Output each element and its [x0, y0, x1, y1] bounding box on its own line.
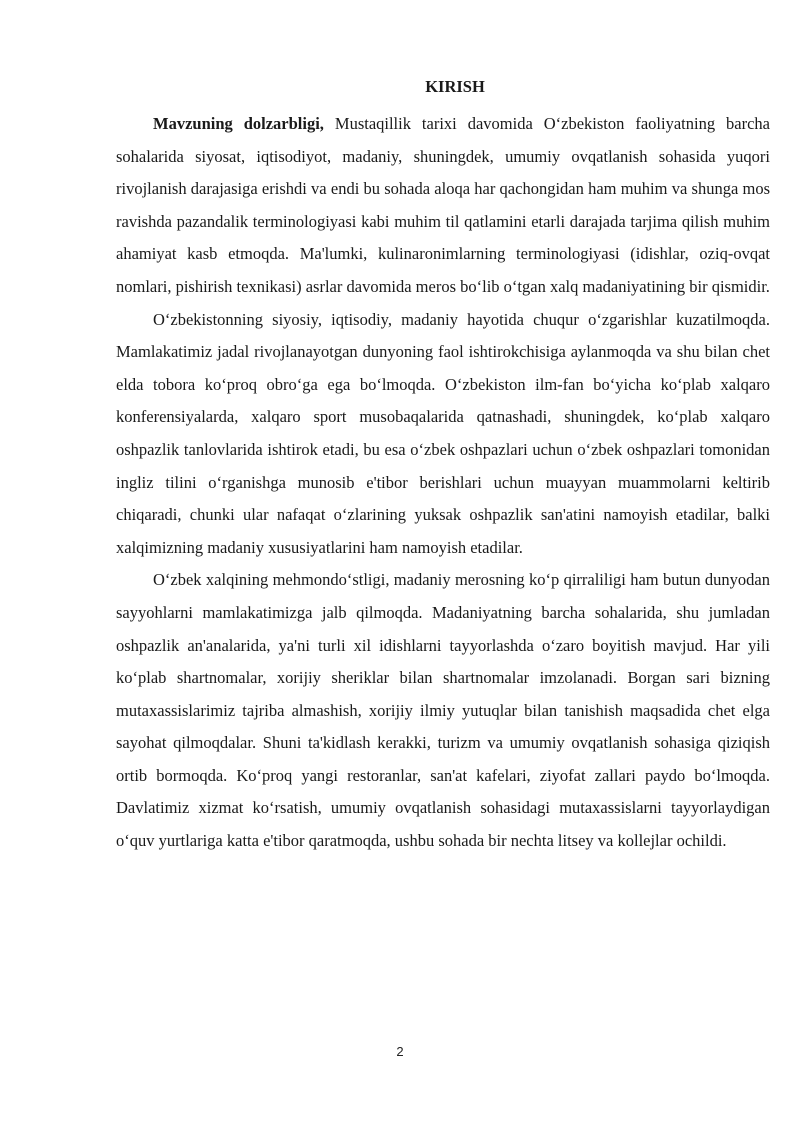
paragraph-text: Mustaqillik tarixi davomida O‘zbekiston faoliyatning barcha sohalarida siyosat, iqtisodiyot, madaniy, shuningdek, umumiy ovqatlanish sohasida yuqori rivojlanish darajasiga erishdi va endi bu sohada aloqa har qachongidan ham muhim va shunga mos ravishda pazandalik terminologiyasi kabi muhim til qatlamini etarli darajada tarjima qilish muhim ahamiyat kasb etmoqda. Ma'lumki, kulinaronimlarning terminologiyasi (idishlar, oziq-ovqat nomlari, pishirish texnikasi) asrlar davomida meros bo‘lib o‘tgan xalq madaniyatining bir qismidir. — [116, 114, 770, 296]
paragraph-2: O‘zbekistonning siyosiy, iqtisodiy, madaniy hayotida chuqur o‘zgarishlar kuzatilmoqda. Mamlakatimiz jadal rivojlanayotgan dunyoning faol ishtirokchisiga aylanmoqda va shu bilan chet elda tobora ko‘proq obro‘ga ega bo‘lmoqda. O‘zbekiston ilm-fan bo‘yicha ko‘plab xalqaro konferensiyalarda, xalqaro sport musobaqalarida qatnashadi, shuningdek, ko‘plab xalqaro oshpazlik tanlovlarida ishtirok etadi, bu esa o‘zbek oshpazlari uchun o‘zbek oshpazlari tomonidan ingliz tilini o‘rganishga munosib e'tibor berishlari uchun muayyan muammolarni keltirib chiqaradi, chunki ular nafaqat o‘zlarining yuksak oshpazlik san'atini namoyish etadilar, balki xalqimizning madaniy xususiyatlarini ham namoyish etadilar. — [116, 309, 770, 557]
paragraph-1 — [116, 108, 770, 304]
paragraph-3: O‘zbek xalqining mehmondo‘stligi, madaniy merosning ko‘p qirraliligi ham butun dunyodan sayyohlarni mamlakatimizga jalb qilmoqda. Madaniyatning barcha sohalarida, shu jumladan oshpazlik an'analarida, ya'ni turli xil idishlarni tayyorlashda o‘zaro boyitish mavjud. Har yili ko‘plab shartnomalar, xorijiy sheriklar bilan shartnomalar imzolanadi. Borgan sari bizning mutaxassislarimiz tajriba almashish, xorijiy ilmiy yutuqlar bilan tanishish maqsadida chet elga sayohat qilmoqdalar. Shuni ta'kidlash kerakki, turizm va umumiy ovqatlanish sohasiga qiziqish ortib bormoqda. Ko‘proq yangi restoranlar, san'at kafelari, ziyofat zallari paydo bo‘lmoqda. Davlatimiz xizmat ko‘rsatish, umumiy ovqatlanish sohasidagi mutaxassislarni tayyorlaydigan o‘quv yurtlariga katta e'tibor qaratmoqda, ushbu sohada bir nechta litsey va kollejlar ochildi. — [116, 570, 770, 851]
section-heading: KIRISH — [425, 77, 485, 96]
page-content — [116, 76, 770, 858]
page-number: 2 — [396, 1044, 404, 1059]
paragraph-lead: Mavzuning dolzarbligi, — [153, 114, 324, 133]
